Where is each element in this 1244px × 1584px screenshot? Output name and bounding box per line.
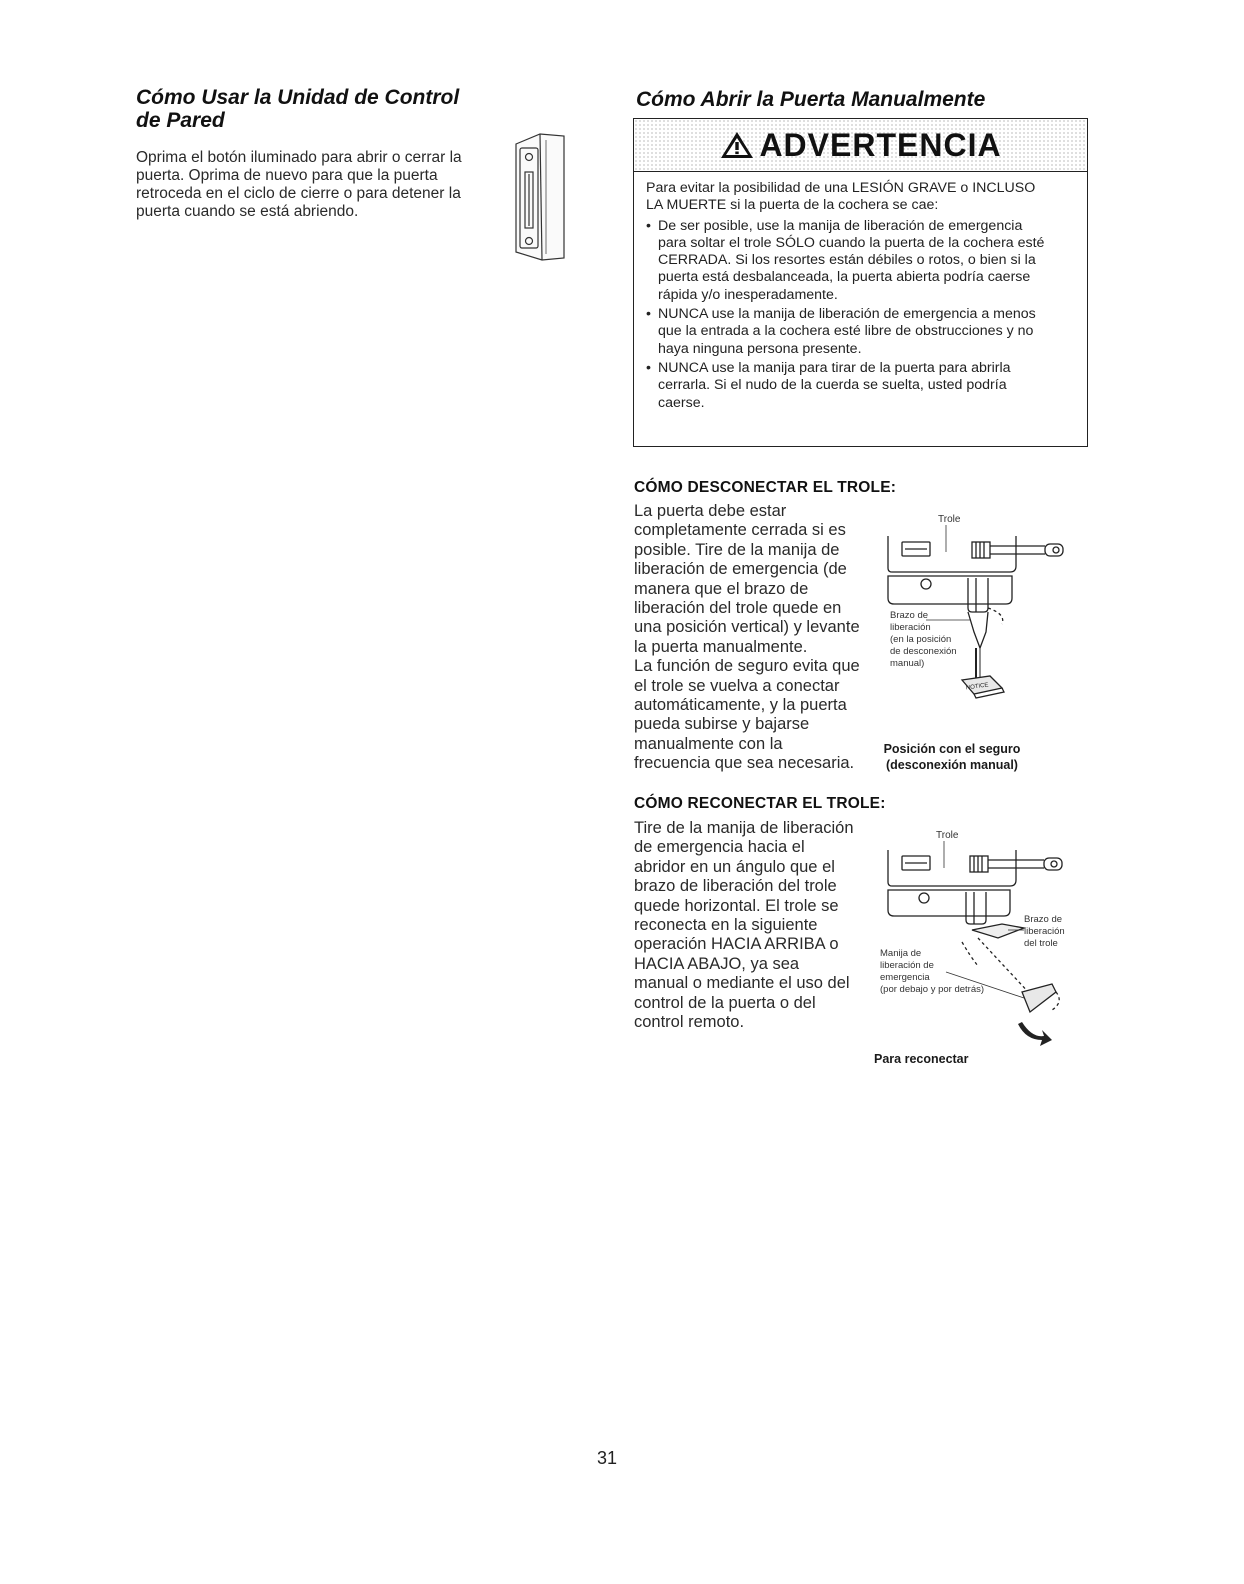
warning-bullet-line: rápida y/o inesperadamente. <box>658 286 838 303</box>
figure-label-handle: emergencia <box>880 972 930 983</box>
figure-label-arm: Brazo de <box>1024 914 1063 925</box>
disconnect-line: manualmente con la <box>634 734 783 753</box>
reconnect-line: Tire de la manija de liberación <box>634 819 854 837</box>
warning-intro-line: Para evitar la posibilidad de una LESIÓN GRAVE o INCLUSO <box>646 180 1036 196</box>
figure-label-arm: de desconexión <box>890 646 957 657</box>
figure-label-arm: (en la posición <box>890 634 952 645</box>
figure-label-handle: (por debajo y por detrás) <box>880 984 985 995</box>
disconnect-line: la puerta manualmente. <box>634 637 808 656</box>
disconnect-heading: CÓMO DESCONECTAR EL TROLE: <box>634 479 897 496</box>
disconnect-line: pueda subirse y bajarse <box>634 715 810 734</box>
disconnect-line: La función de seguro evita que <box>634 657 860 676</box>
wall-control-icon <box>508 130 570 262</box>
warning-bullet-line: CERRADA. Si los resortes están débiles o rotos, o bien si la <box>658 252 1036 269</box>
reconnect-line: HACIA ABAJO, ya sea <box>634 954 800 973</box>
warning-title-group <box>719 127 1001 164</box>
left-paragraph-line: puerta cuando se está abriendo. <box>136 203 359 220</box>
reconnect-line: quede horizontal. El trole se <box>634 896 839 915</box>
left-heading <box>136 86 536 132</box>
figure-handle-notice: NOTICE <box>965 682 989 692</box>
disconnect-line: La puerta debe estar <box>634 502 787 520</box>
figure-label-handle: liberación de <box>880 960 934 971</box>
disconnect-caption-line: Posición con el seguro <box>883 742 1021 756</box>
warning-bullet-line: caerse. <box>658 394 705 411</box>
figure-label-handle: Manija de <box>880 948 922 959</box>
reconnect-heading: CÓMO RECONECTAR EL TROLE: <box>634 795 886 812</box>
trolley-reconnect-figure <box>874 826 1074 1046</box>
reconnect-arrow-icon <box>1018 1022 1052 1046</box>
warning-intro <box>646 180 1077 215</box>
warning-title: ADVERTENCIA <box>759 126 1002 163</box>
warning-body <box>634 172 1087 419</box>
disconnect-line: el trole se vuelva a conectar <box>634 676 840 695</box>
warning-bullet-line: puerta está desbalanceada, la puerta abierta podría caerse <box>658 269 1031 286</box>
warning-bullet-line: De ser posible, use la manija de liberación de emergencia <box>658 217 1023 234</box>
reconnect-line: control de la puerta o del <box>634 993 816 1012</box>
reconnect-line: abridor en un ángulo que el <box>634 857 835 876</box>
warning-bullet: • De ser posible, use la manija de liberación de emergencia para soltar el trole SÓLO cuando la puerta de la cochera esté CERRADA. Si los resortes están débiles o rotos, o bien si la puerta está desbalanceada, la puerta abierta podría caerse rápida y/o inesperadamente. <box>646 218 1077 304</box>
warning-bullet-line: que la entrada a la cochera esté libre de obstrucciones y no <box>658 323 1034 340</box>
disconnect-text <box>634 502 874 774</box>
figure-label-arm: liberación <box>890 622 931 633</box>
figure-label-arm: liberación <box>1024 926 1065 937</box>
reconnect-line: manual o mediante el uso del <box>634 974 850 993</box>
disconnect-line: liberación del trole quede en <box>634 599 842 618</box>
warning-intro-line: LA MUERTE si la puerta de la cochera se cae: <box>646 197 939 214</box>
reconnect-text <box>634 819 874 1032</box>
left-paragraph-line: Oprima el botón iluminado para abrir o cerrar la <box>136 149 462 166</box>
disconnect-line: automáticamente, y la puerta <box>634 696 847 715</box>
right-heading: Cómo Abrir la Puerta Manualmente <box>636 88 986 111</box>
warning-bullet-line: haya ninguna persona presente. <box>658 340 862 357</box>
reconnect-line: control remoto. <box>634 1013 745 1032</box>
reconnect-line: brazo de liberación del trole <box>634 877 837 896</box>
disconnect-caption-line: (desconexión manual) <box>886 758 1018 772</box>
left-heading-line-2: de Pared <box>136 109 225 132</box>
warning-triangle-icon <box>719 130 755 160</box>
figure-label-trole: Trole <box>936 830 959 841</box>
figure-label-arm: del trole <box>1024 938 1058 949</box>
disconnect-line: manera que el brazo de <box>634 579 809 598</box>
disconnect-line: liberación de emergencia (de <box>634 560 847 579</box>
figure-label-trole: Trole <box>938 514 961 525</box>
reconnect-caption: Para reconectar <box>874 1052 969 1066</box>
reconnect-line: de emergencia hacia el <box>634 838 805 857</box>
reconnect-line: operación HACIA ARRIBA o <box>634 935 839 954</box>
left-paragraph-line: retroceda en el ciclo de cierre o para detener la <box>136 185 461 202</box>
figure-label-arm: manual) <box>890 658 925 669</box>
left-paragraph-line: puerta. Oprima de nuevo para que la puerta <box>136 167 438 184</box>
left-heading-line-1: Cómo Usar la Unidad de Control <box>136 86 460 109</box>
reconnect-line: reconecta en la siguiente <box>634 916 818 935</box>
page-number: 31 <box>597 1448 618 1468</box>
warning-bullet-line: NUNCA use la manija para tirar de la puerta para abrirla <box>658 359 1011 376</box>
warning-bullet: • NUNCA use la manija para tirar de la puerta para abrirla cerrarla. Si el nudo de la cuerda se suelta, usted podría caerse. <box>646 360 1077 412</box>
warning-box <box>633 118 1088 447</box>
disconnect-caption <box>872 741 1032 773</box>
disconnect-line: completamente cerrada si es <box>634 521 846 540</box>
warning-bullet: • NUNCA use la manija de liberación de emergencia a menos que la entrada a la cochera esté libre de obstrucciones y no haya ninguna persona presente. <box>646 306 1077 358</box>
disconnect-line: una posición vertical) y levante <box>634 618 860 637</box>
warning-bullet-line: para soltar el trole SÓLO cuando la puerta de la cochera esté <box>658 234 1045 251</box>
disconnect-line: frecuencia que sea necesaria. <box>634 754 855 773</box>
warning-header <box>634 119 1087 172</box>
left-paragraph <box>136 149 496 221</box>
warning-bullet-line: cerrarla. Si el nudo de la cuerda se suelta, usted podría <box>658 377 1007 394</box>
figure-label-arm: Brazo de <box>890 610 929 621</box>
disconnect-line: posible. Tire de la manija de <box>634 540 840 559</box>
trolley-disconnect-figure <box>880 508 1080 708</box>
warning-bullet-line: NUNCA use la manija de liberación de emergencia a menos <box>658 306 1036 323</box>
